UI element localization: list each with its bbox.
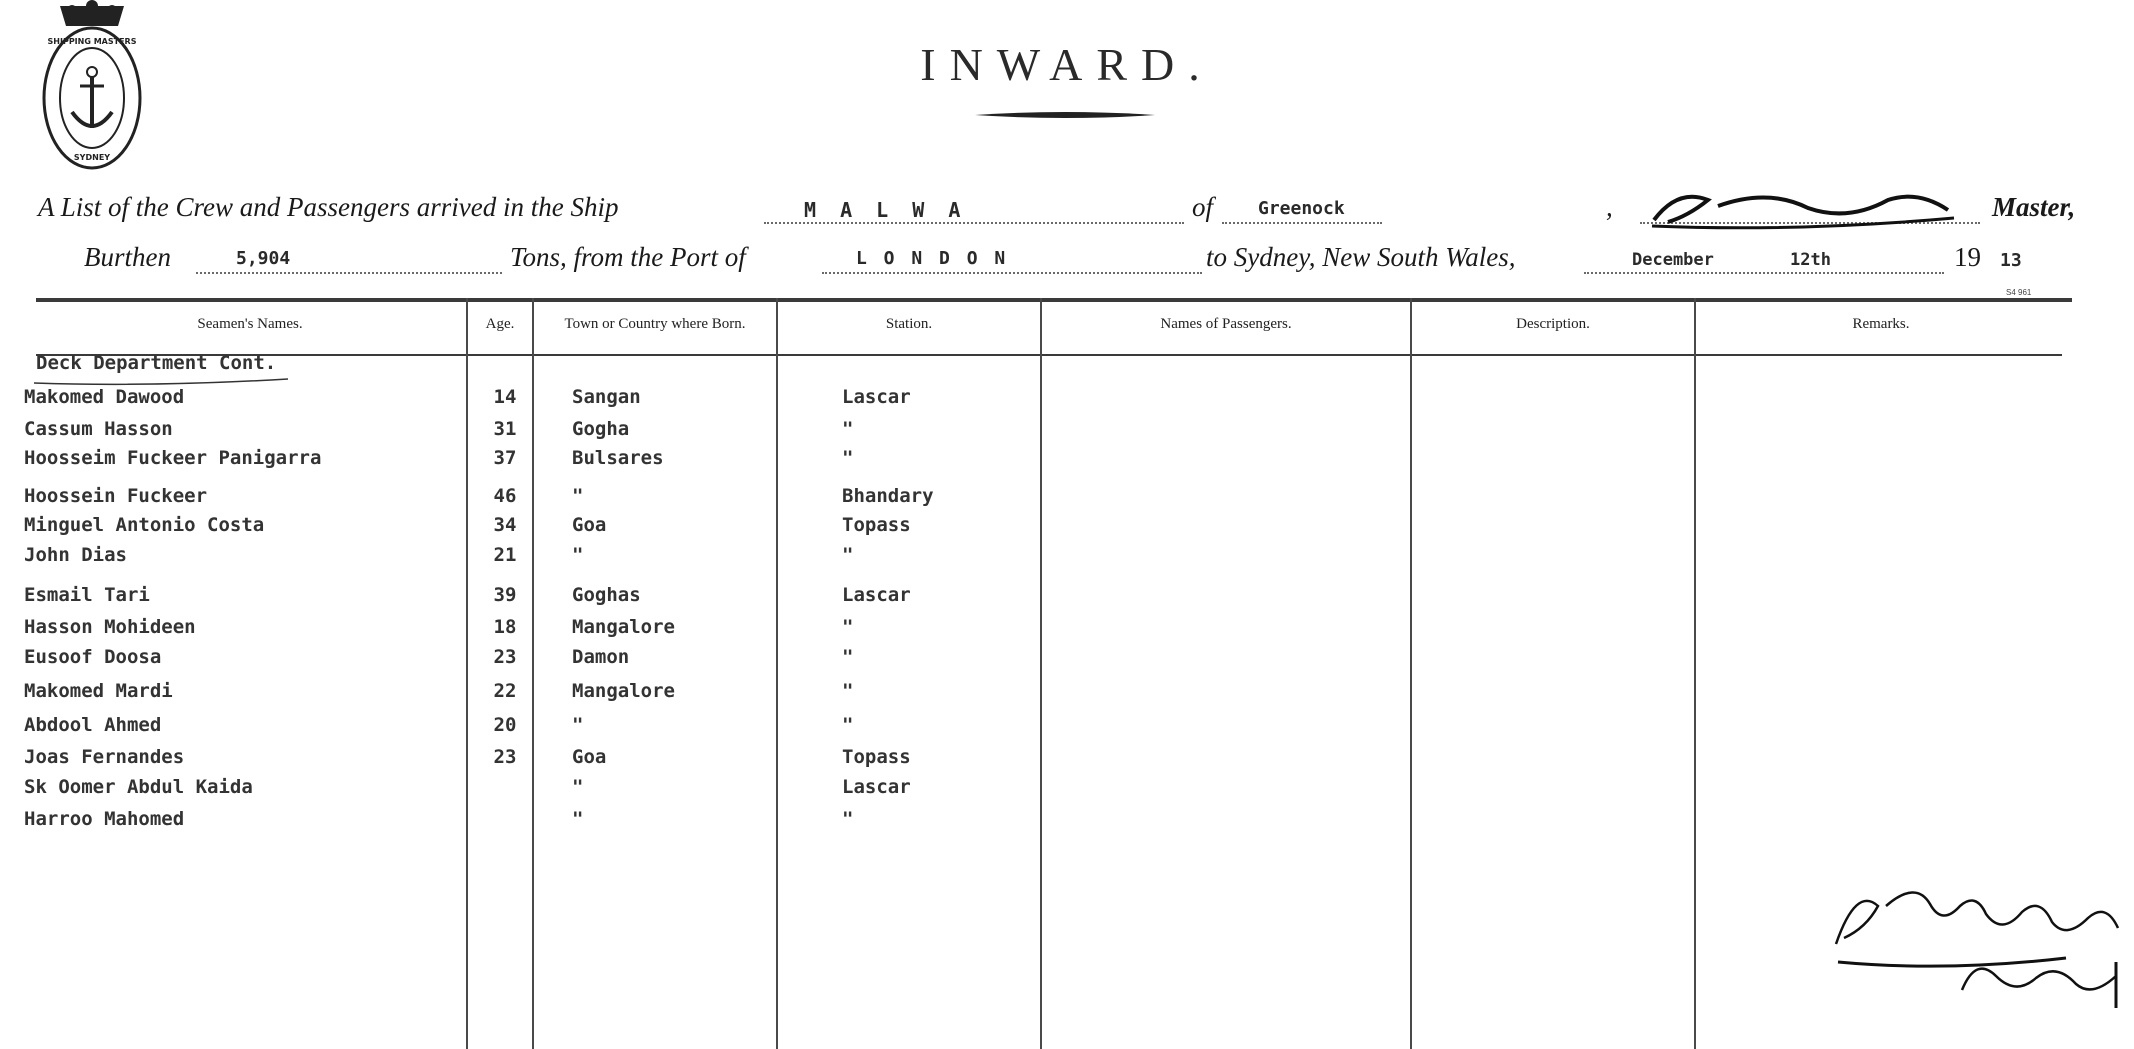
crew-age: 34: [493, 514, 517, 536]
col-header-remarks: Remarks.: [1852, 316, 1910, 332]
of-label: of: [1192, 192, 1214, 222]
footer-signature: [1826, 866, 2126, 1016]
col-header-age: Age.: [485, 316, 515, 332]
crew-station: Lascar: [842, 386, 911, 408]
crew-birthplace: Goghas: [572, 584, 641, 606]
crew-age: 14: [493, 386, 517, 408]
crew-name: Hasson Mohideen: [24, 616, 196, 638]
crew-station: ": [842, 714, 854, 736]
crew-birthplace: ": [572, 485, 584, 507]
col-header-birthplace: Town or Country where Born.: [564, 316, 746, 332]
master-signature: [1648, 186, 1958, 236]
year-prefix: 19: [1954, 242, 1981, 272]
table-top-rule: [36, 298, 2072, 302]
crew-birthplace: Gogha: [572, 418, 630, 440]
crew-birthplace: Goa: [572, 514, 607, 536]
master-label: Master,: [1992, 192, 2076, 222]
burthen-label: Burthen: [84, 242, 171, 272]
crew-age: 21: [493, 544, 517, 566]
crew-name: John Dias: [24, 544, 127, 566]
crew-station: ": [842, 808, 854, 830]
crew-age: 39: [493, 584, 517, 606]
crew-station: ": [842, 616, 854, 638]
crew-birthplace: Mangalore: [572, 680, 675, 702]
crew-name: Sk Oomer Abdul Kaida: [24, 776, 253, 798]
col-divider-5: [1410, 298, 1412, 1049]
date-month: December: [1632, 250, 1714, 270]
crew-name: Makomed Dawood: [24, 386, 185, 408]
crew-age: 23: [493, 746, 517, 768]
home-port-dotline: [1222, 222, 1382, 224]
col-header-passenger-names: Names of Passengers.: [1160, 316, 1292, 332]
crew-birthplace: Sangan: [572, 386, 641, 408]
crew-station: ": [842, 418, 854, 440]
crew-birthplace: ": [572, 714, 584, 736]
crew-name: Harroo Mahomed: [24, 808, 185, 830]
to-sydney-label: to Sydney, New South Wales,: [1206, 242, 1516, 272]
col-divider-4: [1040, 298, 1042, 1049]
crew-age: 23: [493, 646, 517, 668]
tons-label: Tons, from the Port of: [510, 242, 746, 272]
crew-name: Hoossein Fuckeer: [24, 485, 208, 507]
section-underline: [32, 372, 292, 382]
crew-name: Cassum Hasson: [24, 418, 173, 440]
svg-text:SHIPPING MASTERS: SHIPPING MASTERS: [47, 37, 137, 46]
page-title: INWARD.: [920, 39, 1214, 90]
col-divider-6: [1694, 298, 1696, 1049]
crew-name: Makomed Mardi: [24, 680, 173, 702]
col-divider-2: [532, 298, 534, 1049]
svg-text:SYDNEY: SYDNEY: [73, 153, 111, 162]
section-label: Deck Department Cont.: [36, 352, 277, 374]
col-divider-1: [466, 298, 468, 1049]
crew-birthplace: ": [572, 808, 584, 830]
crew-station: Lascar: [842, 776, 911, 798]
date-dotline: [1584, 272, 1944, 274]
crew-age: 18: [493, 616, 517, 638]
year-suffix: 13: [2000, 250, 2022, 271]
list-heading: A List of the Crew and Passengers arrived in the Ship: [38, 192, 619, 222]
from-port: L O N D O N: [856, 248, 1009, 269]
crew-station: ": [842, 544, 854, 566]
crew-name: Abdool Ahmed: [24, 714, 162, 736]
col-header-description: Description.: [1516, 316, 1590, 332]
crew-age: 20: [493, 714, 517, 736]
crew-name: Esmail Tari: [24, 584, 150, 606]
crew-birthplace: Bulsares: [572, 447, 664, 469]
crew-age: 22: [493, 680, 517, 702]
crew-name: Eusoof Doosa: [24, 646, 162, 668]
crew-station: ": [842, 447, 854, 469]
crew-station: Topass: [842, 746, 911, 768]
title-ornament: [975, 104, 1155, 112]
crew-birthplace: Goa: [572, 746, 607, 768]
from-port-dotline: [822, 272, 1202, 274]
home-port: Greenock: [1258, 198, 1345, 219]
crew-station: Lascar: [842, 584, 911, 606]
crew-age: 46: [493, 485, 517, 507]
crew-station: Bhandary: [842, 485, 934, 507]
ship-name-dotline: [764, 222, 1184, 224]
crew-birthplace: Damon: [572, 646, 630, 668]
crew-birthplace: ": [572, 544, 584, 566]
col-header-station: Station.: [885, 316, 933, 332]
crew-name: Joas Fernandes: [24, 746, 185, 768]
comma-separator: ,: [1606, 192, 1613, 222]
crew-name: Minguel Antonio Costa: [24, 514, 265, 536]
crew-station: ": [842, 646, 854, 668]
table-header-rule: [36, 354, 2062, 356]
crew-birthplace: Mangalore: [572, 616, 675, 638]
crew-name: Hoosseim Fuckeer Panigarra: [24, 447, 322, 469]
crew-birthplace: ": [572, 776, 584, 798]
col-header-seamen-names: Seamen's Names.: [197, 316, 303, 332]
form-code: S4 961: [2006, 288, 2032, 297]
ship-name: M A L W A: [804, 198, 967, 222]
crew-station: Topass: [842, 514, 911, 536]
date-day: 12th: [1790, 250, 1831, 270]
burthen-dotline: [196, 272, 502, 274]
col-divider-3: [776, 298, 778, 1049]
crew-station: ": [842, 680, 854, 702]
burthen-value: 5,904: [236, 248, 291, 269]
crew-age: 37: [493, 447, 517, 469]
crew-age: 31: [493, 418, 517, 440]
